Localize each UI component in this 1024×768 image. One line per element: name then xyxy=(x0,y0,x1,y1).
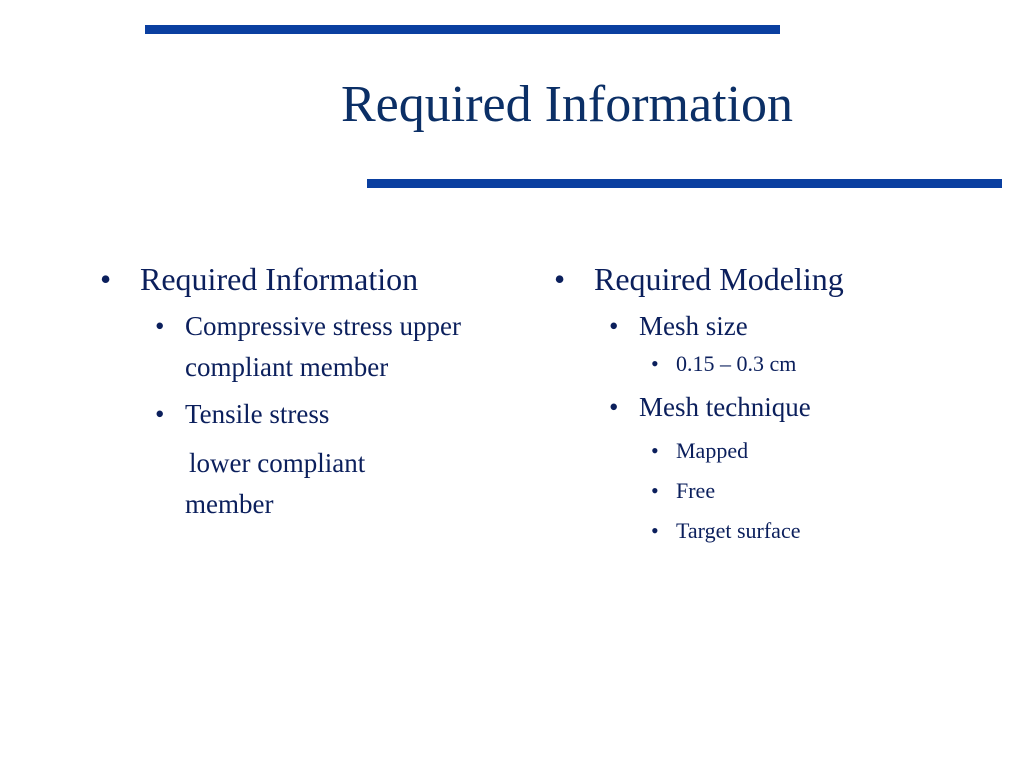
list-item-mesh-size xyxy=(554,306,984,347)
bullet-icon: • xyxy=(651,351,659,376)
list-item-text: Mesh size xyxy=(639,311,748,341)
list-item-text: Compressive stress upper compliant member xyxy=(185,311,461,382)
sub-item-range xyxy=(554,347,984,381)
sub-item-text: 0.15 – 0.3 cm xyxy=(676,351,797,376)
bullet-icon: • xyxy=(609,392,619,422)
right-heading: Required Modeling xyxy=(594,261,844,297)
sub-item-text: Free xyxy=(676,478,716,503)
bullet-icon: • xyxy=(100,261,112,297)
list-item-compressive xyxy=(100,306,530,388)
right-column xyxy=(554,258,984,548)
bullet-icon: • xyxy=(554,261,566,297)
bottom-accent-rule xyxy=(367,179,1002,188)
sub-item-text: Mapped xyxy=(676,438,749,463)
bullet-icon: • xyxy=(651,478,659,503)
bullet-icon: • xyxy=(609,311,619,341)
list-item-mesh-technique xyxy=(554,387,984,428)
sub-item-text: Target surface xyxy=(676,518,801,543)
sub-item-target-surface xyxy=(554,514,984,548)
bullet-icon: • xyxy=(155,399,165,429)
list-item-tensile xyxy=(100,394,530,435)
sub-item-mapped xyxy=(554,434,984,468)
continuation-text-value: lower compliant member xyxy=(185,448,366,519)
bullet-icon: • xyxy=(651,438,659,463)
list-item-text: Mesh technique xyxy=(639,392,811,422)
left-column xyxy=(100,258,530,525)
left-heading-item xyxy=(100,258,530,300)
right-heading-item xyxy=(554,258,984,300)
sub-item-free xyxy=(554,474,984,508)
continuation-text xyxy=(100,443,530,525)
left-heading: Required Information xyxy=(140,261,419,297)
bullet-icon: • xyxy=(651,518,659,543)
list-item-text: Tensile stress xyxy=(185,399,330,429)
slide-title: Required Information xyxy=(341,76,793,133)
bullet-icon: • xyxy=(155,311,165,341)
top-accent-rule xyxy=(145,25,780,34)
